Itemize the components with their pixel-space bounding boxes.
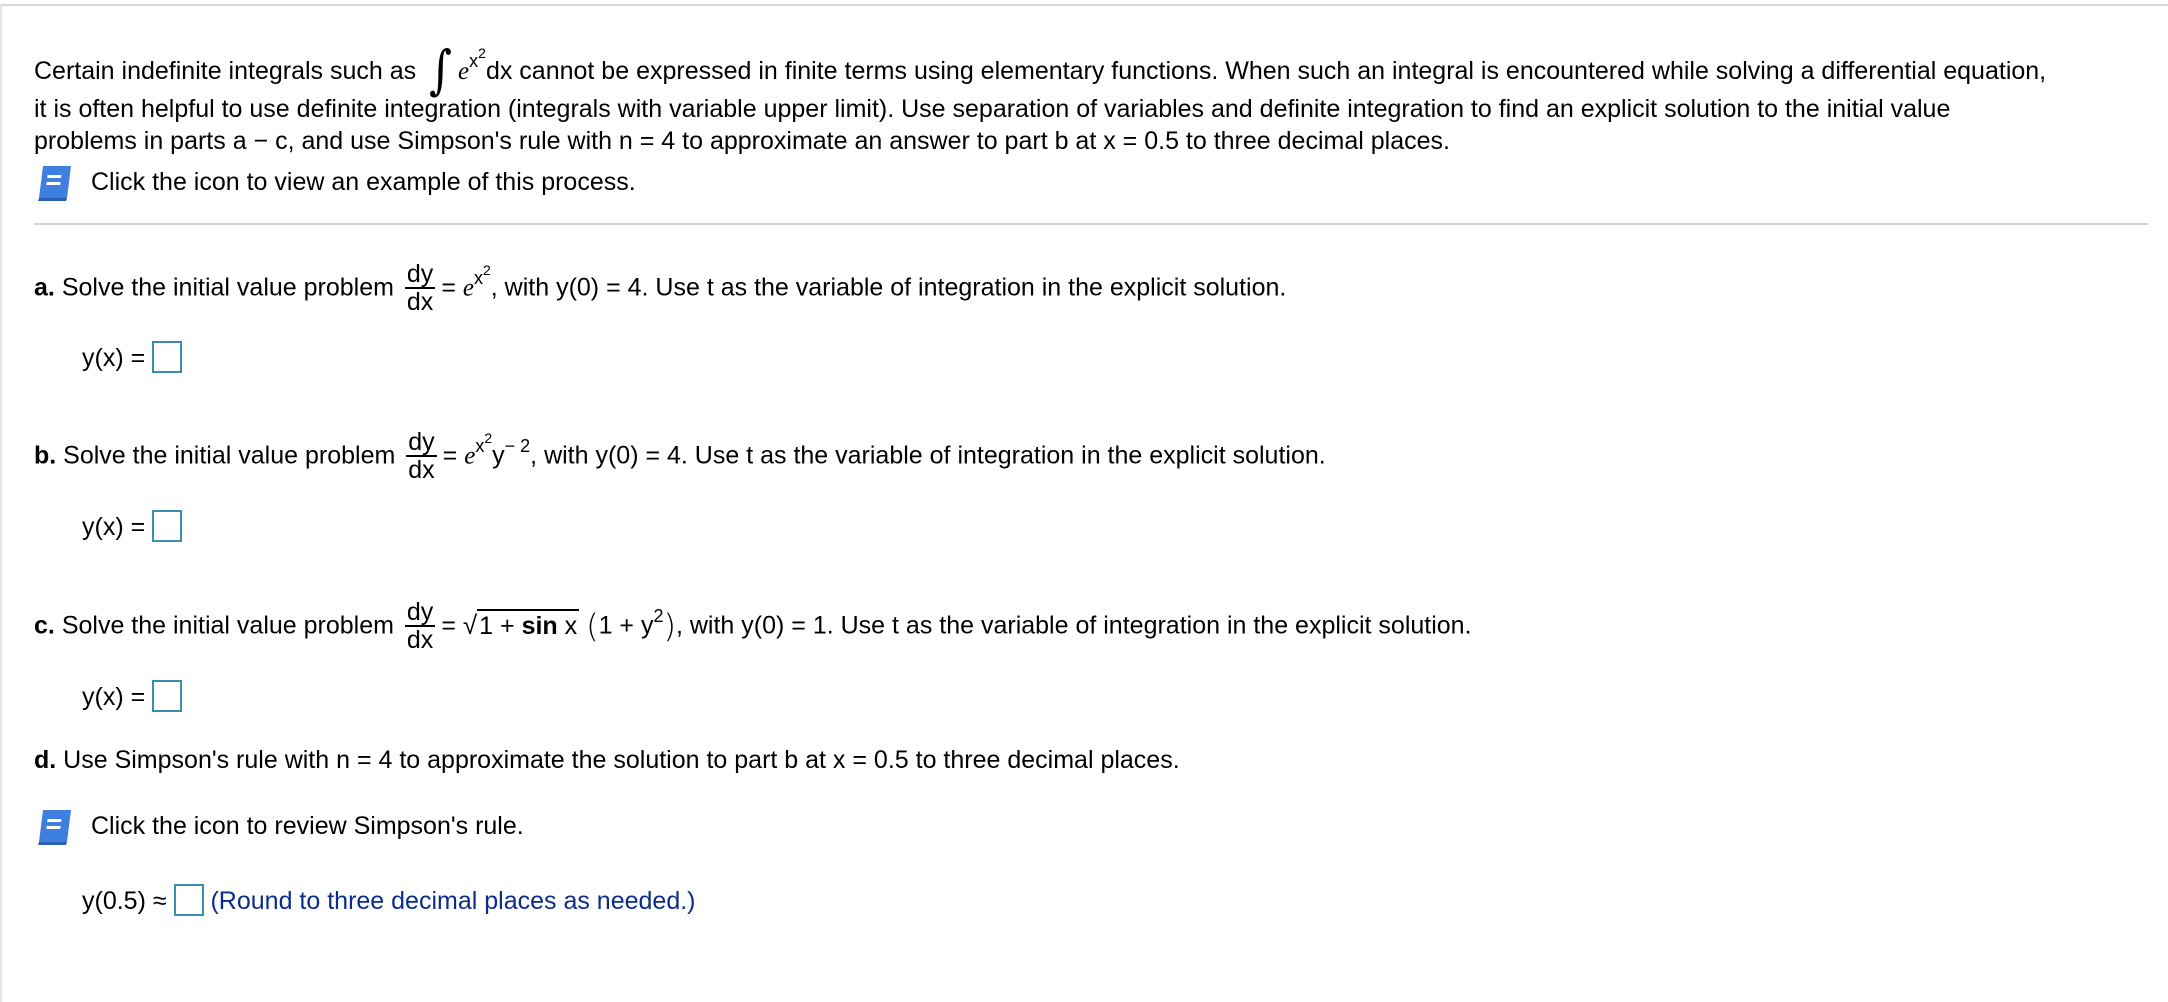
square-root [463, 609, 579, 641]
part-d-text: Use Simpson's rule with n = 4 to approximate the solution to part b at x = 0.5 to three decimal places. [63, 746, 1180, 774]
part-b-text-end: , with y(0) = 4. Use t as the variable of integration in the explicit solution. [530, 441, 1326, 470]
part-c-text-end: , with y(0) = 1. Use t as the variable of integration in the explicit solution. [675, 611, 1472, 640]
exponent-x: x [469, 51, 479, 71]
simpson-review-link[interactable]: Click the icon to review Simpson's rule. [91, 812, 524, 840]
part-d-answer-row [82, 886, 696, 918]
part-b-answer-row [82, 512, 182, 544]
part-b-answer-input[interactable] [152, 510, 182, 542]
part-a-answer-input[interactable] [152, 341, 182, 373]
exponent-neg-two: − 2 [504, 435, 531, 456]
exp-e: e [464, 442, 476, 470]
equals-sign: = [441, 611, 456, 640]
right-paren: ) [663, 606, 676, 645]
equals-sign: = [442, 441, 458, 470]
intro-line-2: it is often helpful to use definite integration (integrals with variable upper limit). Use separation of variables and definite integration to find an explicit solution to the initial value [34, 95, 1951, 123]
part-b-label: b. [34, 441, 57, 470]
paren-inner-text: 1 + y [598, 611, 654, 640]
rounding-hint: (Round to three decimal places as needed.) [210, 887, 696, 915]
part-d-question [34, 745, 1180, 775]
dy-dx-fraction [405, 599, 435, 653]
part-d-label: d. [34, 746, 57, 774]
part-d-answer-label: y(0.5) ≈ [82, 887, 167, 915]
part-c-answer-input[interactable] [152, 680, 182, 712]
exponent-two: 2 [653, 605, 664, 626]
intro-line-1 [34, 39, 2047, 101]
integral-symbol: ∫ [429, 39, 453, 101]
left-border [0, 4, 2, 1002]
part-d-answer-input[interactable] [174, 884, 204, 916]
part-b-answer-label: y(x) = [82, 513, 146, 541]
sqrt-sign: √ [462, 609, 478, 640]
fraction-denominator: dx [408, 456, 435, 484]
exponent-x: x [473, 267, 483, 288]
part-c-answer-row [82, 682, 182, 714]
equals-sign: = [441, 273, 456, 302]
part-c-question [34, 600, 1472, 654]
book-icon-simpson[interactable] [37, 807, 77, 847]
exp-e: e [458, 58, 470, 85]
part-a-answer-label: y(x) = [82, 344, 146, 372]
section-divider [34, 223, 2148, 225]
fraction-numerator: dy [406, 598, 434, 626]
intro-text-end: dx cannot be expressed in finite terms using elementary functions. When such an integral is encountered while solving a differential equation, [485, 57, 2047, 85]
part-a-label: a. [34, 273, 55, 302]
left-paren: ( [586, 606, 599, 645]
dy-dx-fraction [405, 261, 435, 315]
part-c-answer-label: y(x) = [82, 683, 146, 711]
part-b-question [34, 430, 1326, 484]
exponent [474, 263, 491, 294]
top-border [0, 4, 2168, 6]
sin-function: sin [521, 611, 558, 640]
intro-line-3: problems in parts a − c, and use Simpson's rule with n = 4 to approximate an answer to part b at x = 0.5 to three decimal places. [34, 127, 1450, 155]
part-c-label: c. [34, 611, 55, 640]
exp-e: e [462, 274, 474, 302]
example-link-text[interactable]: Click the icon to view an example of this process. [91, 168, 636, 196]
part-b-text-start: Solve the initial value problem [63, 441, 396, 470]
exponent [469, 46, 486, 77]
fraction-denominator: dx [406, 288, 434, 316]
exponent-two: 2 [482, 261, 491, 278]
sin-argument: x [564, 611, 578, 640]
part-a-question [34, 262, 1286, 316]
part-a-text-end: , with y(0) = 4. Use t as the variable of integration in the explicit solution. [490, 273, 1287, 302]
fraction-numerator: dy [406, 260, 434, 288]
sqrt-inner-text: 1 + [479, 611, 515, 640]
fraction-numerator: dy [408, 428, 435, 456]
variable-y: y [492, 441, 505, 470]
part-a-text-start: Solve the initial value problem [61, 273, 394, 302]
part-a-answer-row [82, 343, 182, 375]
exponent-two: 2 [484, 429, 493, 446]
exponent-x: x [475, 435, 485, 456]
part-c-text-start: Solve the initial value problem [61, 611, 394, 640]
fraction-denominator: dx [406, 626, 434, 654]
dy-dx-fraction [406, 429, 436, 483]
book-icon-example[interactable] [37, 163, 77, 203]
intro-text-start: Certain indefinite integrals such as [34, 57, 417, 85]
exponent-two: 2 [478, 45, 486, 61]
exponent [475, 431, 492, 462]
sqrt-body [477, 609, 579, 641]
